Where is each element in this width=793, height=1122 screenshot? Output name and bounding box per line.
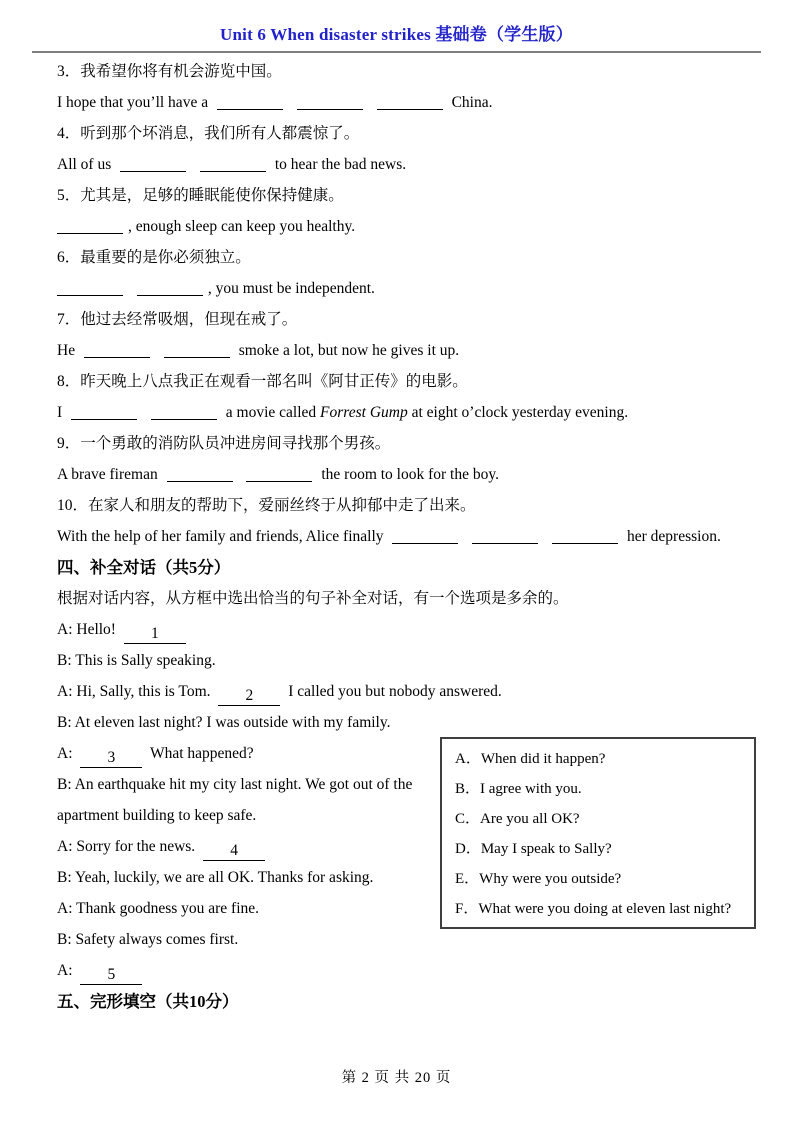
translation-section — [57, 56, 747, 552]
text-run: B: Yeah, luckily, we are all OK. Thanks for asking. — [57, 869, 374, 886]
text-run: smoke a lot, but now he gives it up. — [234, 342, 460, 359]
option-item — [455, 744, 754, 774]
option-label: E． — [455, 871, 480, 887]
header-divider — [32, 51, 761, 53]
option-text: Why were you outside? — [479, 871, 622, 887]
answer-blank — [151, 403, 217, 420]
answer-blank — [84, 341, 150, 358]
dialog-line — [57, 769, 449, 831]
page-title: Unit 6 When disaster strikes 基础卷（学生版） — [220, 25, 573, 44]
option-text: I agree with you. — [480, 781, 582, 797]
answer-blank — [71, 403, 137, 420]
text-run: , enough sleep can keep you healthy. — [128, 218, 356, 235]
option-label: A． — [455, 751, 481, 767]
answer-blank — [57, 217, 123, 234]
dialog-line — [57, 676, 747, 707]
options-box — [440, 737, 756, 929]
numbered-blank: 5 — [80, 964, 142, 985]
text-run — [155, 342, 159, 359]
answer-blank — [472, 527, 538, 544]
numbered-blank: 1 — [124, 623, 186, 644]
option-item — [455, 804, 754, 834]
answer-blank — [392, 527, 458, 544]
option-item — [455, 894, 754, 924]
option-text: When did it happen? — [480, 751, 606, 767]
translation-item-english — [57, 459, 747, 490]
text-run — [238, 466, 242, 483]
dialog-line — [57, 645, 747, 676]
text-run: I called you but nobody answered. — [284, 683, 502, 700]
answer-blank — [200, 155, 266, 172]
numbered-blank: 4 — [203, 840, 265, 861]
text-run: A: — [57, 745, 77, 762]
option-item — [455, 834, 754, 864]
answer-blank — [246, 465, 312, 482]
section-5-heading: 五、完形填空（共10分） — [57, 992, 239, 1011]
text-run: , you must be independent. — [207, 280, 375, 297]
option-label: F． — [455, 901, 479, 917]
text-run: B: Safety always comes first. — [57, 931, 239, 948]
text-run: A: Sorry for the news. — [57, 838, 200, 855]
text-run: a movie called — [221, 404, 321, 421]
text-run — [543, 528, 547, 545]
text-run — [142, 404, 146, 421]
translation-item-chinese: 6．最重要的是你必须独立。 — [57, 249, 251, 266]
translation-item-chinese: 4．听到那个坏消息，我们所有人都震惊了。 — [57, 125, 360, 142]
movie-title: Forrest Gump — [320, 404, 408, 421]
text-run: the room to look for the boy. — [317, 466, 499, 483]
translation-item-chinese: 9．一个勇敢的消防队员冲进房间寻找那个男孩。 — [57, 435, 391, 452]
option-text: What were you doing at eleven last night? — [478, 901, 732, 917]
answer-blank — [297, 93, 363, 110]
text-run: A: Hello! — [57, 621, 120, 638]
text-run: A: Thank goodness you are fine. — [57, 900, 260, 917]
text-run: He — [57, 342, 79, 359]
option-label: B． — [455, 781, 481, 797]
text-run: B: This is Sally speaking. — [57, 652, 216, 669]
text-run — [368, 94, 372, 111]
option-item — [455, 774, 754, 804]
page-footer: 第 2 页 共 20 页 — [341, 1070, 452, 1086]
answer-blank — [552, 527, 618, 544]
text-run: China. — [447, 94, 493, 111]
text-run — [191, 156, 195, 173]
text-run: All of us — [57, 156, 116, 173]
translation-item-english — [57, 397, 747, 428]
numbered-blank: 3 — [80, 747, 142, 768]
translation-item-english — [57, 273, 747, 304]
answer-blank — [120, 155, 186, 172]
text-run: her depression. — [623, 528, 721, 545]
text-run: to hear the bad news. — [271, 156, 407, 173]
option-text: Are you all OK? — [480, 811, 580, 827]
text-run: A: Hi, Sally, this is Tom. — [57, 683, 215, 700]
option-item — [455, 864, 754, 894]
text-run: I — [57, 404, 67, 421]
translation-item-chinese: 3．我希望你将有机会游览中国。 — [57, 63, 282, 80]
text-run: A: — [57, 962, 77, 979]
translation-item-english — [57, 335, 747, 366]
numbered-blank: 2 — [218, 685, 280, 706]
translation-item-english — [57, 149, 747, 180]
translation-item-english — [57, 521, 747, 552]
text-run: at eight o’clock yesterday evening. — [407, 404, 629, 421]
text-run: With the help of her family and friends, Alice finally — [57, 528, 388, 545]
answer-blank — [164, 341, 230, 358]
section-4-instruction: 根据对话内容，从方框中选出恰当的句子补全对话，有一个选项是多余的。 — [57, 590, 569, 607]
text-run: What happened? — [146, 745, 254, 762]
translation-item-chinese: 5．尤其是，足够的睡眠能使你保持健康。 — [57, 187, 344, 204]
text-run — [463, 528, 467, 545]
option-label: C． — [455, 811, 481, 827]
dialog-line — [57, 707, 747, 738]
text-run: I hope that you’ll have a — [57, 94, 212, 111]
answer-blank — [167, 465, 233, 482]
answer-blank — [217, 93, 283, 110]
translation-item-chinese: 8．昨天晚上八点我正在观看一部名叫《阿甘正传》的电影。 — [57, 373, 468, 390]
translation-item-chinese: 7．他过去经常吸烟，但现在戒了。 — [57, 311, 298, 328]
dialog-line — [57, 614, 747, 645]
answer-blank — [377, 93, 443, 110]
option-label: D． — [455, 841, 481, 857]
text-run — [288, 94, 292, 111]
text-run — [128, 280, 132, 297]
text-run: A brave fireman — [57, 466, 162, 483]
option-text: May I speak to Sally? — [480, 841, 612, 857]
section-4-heading: 四、补全对话（共5分） — [57, 558, 231, 577]
translation-item-english — [57, 87, 747, 118]
answer-blank — [57, 279, 123, 296]
answer-blank — [137, 279, 203, 296]
dialog-line — [57, 955, 747, 986]
text-run: B: At eleven last night? I was outside with my family. — [57, 714, 391, 731]
translation-item-chinese: 10．在家人和朋友的帮助下，爱丽丝终于从抑郁中走了出来。 — [57, 497, 476, 514]
text-run: B: An earthquake hit my city last night. We got out of the apartment building to keep safe. — [57, 776, 413, 824]
translation-item-english — [57, 211, 747, 242]
